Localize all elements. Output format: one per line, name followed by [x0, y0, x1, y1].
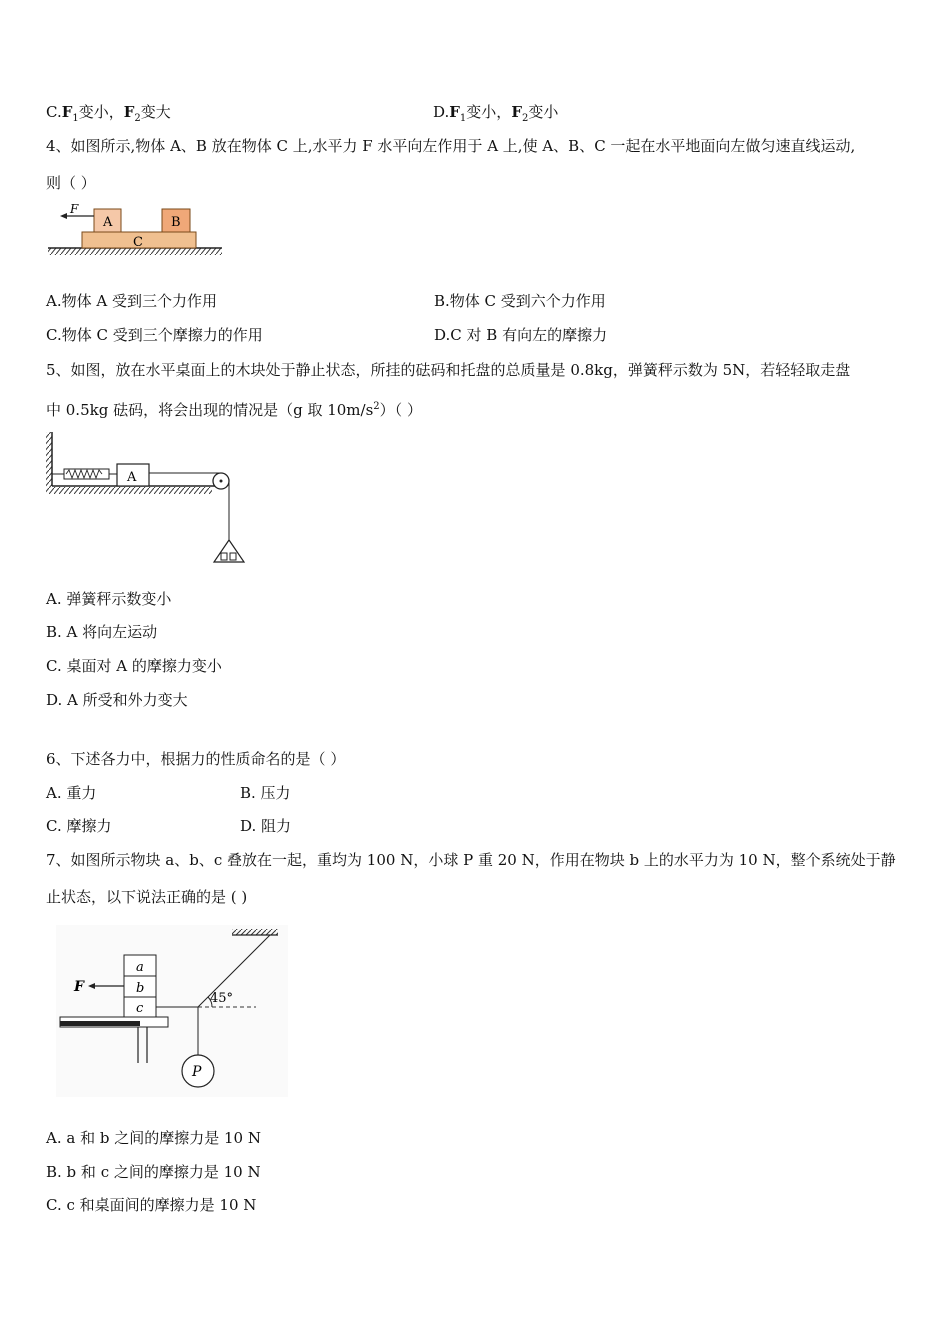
- q7-option-b: B. b 和 c 之间的摩擦力是 10 N: [46, 1163, 261, 1181]
- q4-force-label: F: [70, 202, 79, 216]
- q6-option-d: D. 阻力: [240, 817, 292, 835]
- q7-label-c: c: [136, 1001, 144, 1016]
- q7-label-p: P: [192, 1064, 202, 1080]
- q7-force-label: F: [74, 979, 84, 995]
- q6-option-b: B. 压力: [240, 784, 291, 802]
- q5-option-a: A. 弹簧秤示数变小: [46, 590, 172, 608]
- q6-stem: 6、下述各力中，根据力的性质命名的是（ ）: [46, 750, 346, 768]
- q7-label-a: a: [136, 960, 144, 975]
- q7-stem-line2: 止状态，以下说法正确的是 ( ): [46, 888, 248, 906]
- q7-ceiling-hatch: [232, 929, 278, 935]
- q4-stem-line1: 4、如图所示,物体 A、B 放在物体 C 上,水平力 F 水平向左作用于 A 上,使 A、B、C 一起在水平地面向左做匀速直线运动,: [46, 137, 856, 155]
- q5-weight-1: [221, 553, 227, 560]
- q7-figure-bg: [56, 925, 288, 1097]
- q4-stem-line2: 则（ ）: [46, 174, 96, 192]
- q7-stem-line1: 7、如图所示物块 a、b、c 叠放在一起，重均为 100 N，小球 P 重 20 N，作用在物块 b 上的水平力为 10 N，整个系统处于静: [46, 851, 896, 869]
- q4-label-b: B: [171, 215, 181, 230]
- q4-option-b: B.物体 C 受到六个力作用: [434, 292, 606, 310]
- q7-label-b: b: [136, 981, 145, 996]
- q5-figure: [44, 428, 249, 574]
- q5-weight-2: [230, 553, 236, 560]
- q3-option-d: $D.F_1$变小，$F_2$变小: [433, 103, 559, 124]
- q5-table-hatch: [52, 487, 212, 494]
- q7-table-band: [60, 1021, 140, 1026]
- q4-option-c: C.物体 C 受到三个摩擦力的作用: [46, 326, 263, 344]
- q6-option-c: C. 摩擦力: [46, 817, 112, 835]
- q5-stem-line1: 5、如图，放在水平桌面上的木块处于静止状态，所挂的砝码和托盘的总质量是 0.8kg，弹簧秤示数为 5N，若轻轻取走盘: [46, 361, 851, 379]
- q5-wall-hatch: [46, 432, 52, 494]
- q6-option-a: A. 重力: [46, 784, 97, 802]
- q7-angle-label: 45°: [210, 991, 234, 1006]
- q5-tray: [214, 540, 244, 562]
- q7-option-a: A. a 和 b 之间的摩擦力是 10 N: [46, 1129, 261, 1147]
- q5-stem-line2: 中 0.5kg 砝码，将会出现的情况是（g 取 $10m/s^2$）（ ）: [46, 401, 422, 419]
- q5-option-d: D. A 所受和外力变大: [46, 691, 188, 709]
- q4-option-d: D.C 对 B 有向左的摩擦力: [434, 326, 608, 344]
- q4-label-c: C: [133, 235, 143, 250]
- q4-force-arrowhead: [60, 213, 67, 219]
- q5-option-b: B. A 将向左运动: [46, 623, 158, 641]
- q4-figure: [46, 200, 226, 264]
- q7-figure: [56, 925, 288, 1101]
- q5-label-a: A: [127, 470, 137, 485]
- q4-option-a: A.物体 A 受到三个力作用: [46, 292, 217, 310]
- q5-option-c: C. 桌面对 A 的摩擦力变小: [46, 657, 222, 675]
- q3-option-c: $C.F_1$变小，$F_2$变大: [46, 103, 171, 124]
- q4-label-a: A: [103, 215, 113, 230]
- q5-pulley-axle: [220, 480, 223, 483]
- q7-option-c: C. c 和桌面间的摩擦力是 10 N: [46, 1196, 257, 1214]
